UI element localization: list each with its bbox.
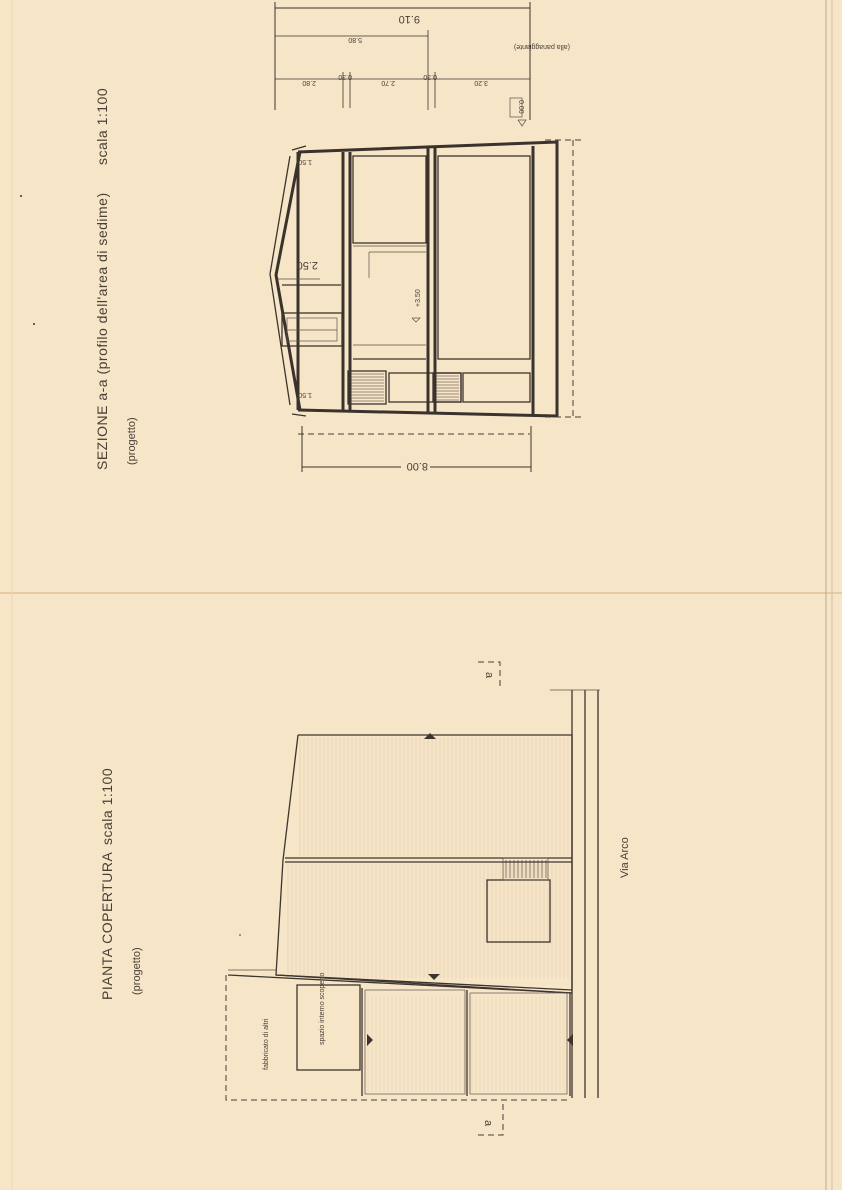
width-dim: 8.00 <box>406 460 428 472</box>
dim-total-height: 9.10 <box>398 13 420 25</box>
section-mark-a-2: a <box>482 1120 494 1127</box>
section-note: (progetto) <box>126 417 138 465</box>
neighbor-label: fabbricato di altri <box>263 1018 270 1070</box>
dim-chain-1: 2.80 <box>302 79 316 86</box>
courtyard-label: spazio interno scoperto <box>319 972 326 1045</box>
dim-chain-5: 3.20 <box>474 79 488 86</box>
dim-chain-4: 0.30 <box>423 73 437 80</box>
section-title: SEZIONE a-a (profilo dell'area di sedime) <box>94 192 110 470</box>
plan-title: PIANTA COPERTURA <box>99 851 115 1000</box>
ground-note: (alla panaggiante) <box>513 43 570 50</box>
plan-note: (progetto) <box>131 947 143 995</box>
floor-level-mark: +3.50 <box>415 289 422 307</box>
plan-scale: scala 1:100 <box>99 767 115 845</box>
dim-upper: 5.80 <box>348 36 362 43</box>
room-height-2: 2.50 <box>296 259 318 271</box>
room-height-1: 1.50 <box>298 158 312 165</box>
dim-chain-3: 2.70 <box>381 79 395 86</box>
room-height-3: 1.50 <box>298 391 312 398</box>
section-scale: scala 1:100 <box>94 87 110 165</box>
ground-level: 0.00 <box>517 100 524 114</box>
street-label: Via Arco <box>619 837 631 878</box>
dim-chain-2: 0.30 <box>338 73 352 80</box>
section-mark-a-1: a <box>483 672 495 679</box>
